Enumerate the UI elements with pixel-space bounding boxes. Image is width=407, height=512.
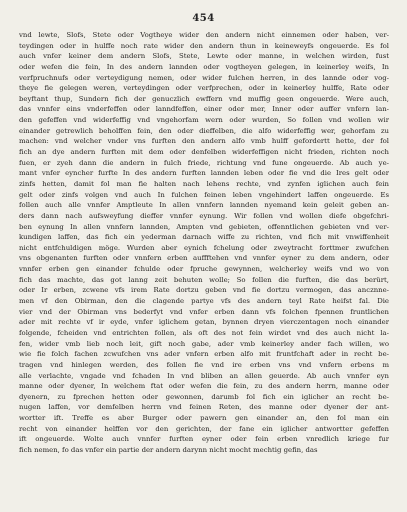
text-line: fich an dye andern furften mit dem oder denfelben widerfeffigen nicht frieden, richten noch [19,148,389,157]
text-line: vns obgenanten furften oder vnnfern erben auffftehen vnd vnnfer eyner zu dem andern, oder [19,254,389,263]
text-line: alle verlachte, vngade vnd fchaden In vnd bliben an allen geuerde. Ab auch vnnfer eyn [19,371,389,380]
text-line: verfpruchnufs oder verteydigung nemen, oder wider fulchen herren, in des lannde oder vog- [19,73,389,82]
text-line: fich nemen, fo das vnfer ein partie der andern darynn nicht mocht mechtig gefin, das [19,445,318,454]
text-line: fen, wider vmb lieb noch leit, gift noch gabe, ader vmb keinerley ander fach willen, wo [19,339,389,348]
text-line: mant vnfer eyncher furfte In des andern furften lannden leben oder fie vnd die Ires gelt oder [19,169,389,178]
text-line: theye fie gelegen weren, verteydingen oder verfprechen, oder in keinerley hulffe, Rate oder [19,84,389,93]
text-line: das vnnfer eins vnderfeffen oder lanndfeffen, einer oder mer, Inner oder auffer vnfern lan- [19,105,389,114]
text-line: einander getrewlich beholffen fein, den oder dieffelben, die alfo widerfeffig wer, gehorfam zu [19,126,389,135]
text-line: beyftant thup, Sundern fich der genuczlich ewffern vnd muffig geen ongeuerde. Were auch, [19,94,389,103]
text-line: nugen laffen, vor demfelben herrn vnd feinen Reten, des manne oder dyener der ant- [19,403,389,412]
text-line: ders dann nach aufsweyfung dieffer vnnfer eynung. Wir follen vnd wollen diefe obgefchri- [19,211,389,220]
text-line: teydingen oder in hulffe noch rate wider den andern thun in keineweyfs ongeuerde. Es fol [19,41,389,50]
text-line: nicht entfchuldigen möge. Wurden aber eynich fchelung oder zweytracht forttmer zwufchen [19,243,389,252]
text-line: dyenern, zu fprechen hetten oder gewonnen, darumb fol fich ein iglicher an recht be- [19,392,389,401]
text-line: manne oder dyener, In welchem ftat oder wefen die fein, zu des andern herrn, manne oder [19,382,389,391]
page-number: 454 [192,13,215,24]
text-line: vnnfer erben gen einander fchulde oder fpruche gewynnen, welcherley weifs vnd wo von [19,265,389,274]
text-line: kundigen laffen, das fich ein yederman darnach wiffe zu richten, vnd fich mit vnwiffenheit [19,233,389,242]
text-line: ader mit rechte vf ir eyde, vnfer iglichem getan, bynnen dryen vierczentagen noch einander [19,318,389,327]
text-line: oder wefen die fein, In des andern lannden oder vogtheyen gelegen, in keinerley weifs, In [19,62,389,71]
text-line: follen auch alle vnnfer Amptleute In allen vnnfern lannden nyemand kein geleit geben an- [19,201,389,210]
text-line: men vf den Obirman, den die clagende partye vfs des andern teyl Rate heifst fal. Die [19,297,389,306]
text-line: vier vnd der Obirman vns bederfyt vnd vnfer erben dann vfs folchen fpennen fruntlichen [19,307,389,316]
text-line: oder Ir erben, zcwene vfs irem Rate dortzu geben vnd fie dortzu vermogen, das ancznne- [19,286,389,295]
text-line: fich das machte, das got lanng zeit behuten wolle; So follen die furften, die das berürt, [19,275,389,284]
text-line: folgende, fcheiden vnd entrichten follen, als oft des not fein wirdet vnd des auch nicht la- [19,328,389,337]
text-line: recht von einander helffen vor den gerichten, der fane ein iglicher antwortter gefeffen [19,424,389,433]
text-line: fuen, er zyeh dann die andern in fulch friede, richtung vnd fune ongeuerde. Ab auch ye- [19,158,389,167]
text-line: ben eynung In allen vnnfern lannden, Ampten vnd gebieten, offenntlichen gebieten vnd ver- [19,222,389,231]
text-line: machen: vnd welcher vnder vns furften den andern alfo vmb hulff gefordertt hette, der fol [19,137,389,146]
text-line: wortter ift. Treffe es aber Burger oder pawern gen einander an, den fol man ein [19,414,389,423]
text-line: ift ongeuerde. Wolte auch vnnfer furften eyner oder fein erben vnredlich kriege fur [19,435,389,444]
text-line: vnd lewte, Slofs, Stete oder Vogtheye wider den andern nicht einnemen oder haben, ver- [19,31,389,39]
text-line: auch vnfer keiner dem andern Slofs, Stete, Lewte oder manne, in welchen wirden, fust [19,52,389,61]
text-line: wie fie folch fachen zcwufchen vns ader vnfern erben alfo mit fruntfchaft ader in recht be- [19,350,389,359]
body-text [19,30,389,456]
text-line: zinfs hetten, damit fol man fie halten nach lehens rechte, vnd zynfen iglichen auch fein [19,179,389,188]
text-line: gelt oder zinfs volgen vnd auch In fulchen feinen leben vngehindert laffen ongeuerde. Es [19,190,389,199]
text-line: tragen vnd hinlegen werden, des follen fie vnd ire erben vns vnd vnfern erbens m [19,360,389,369]
text-line: den gefeffen vnd widerfeffig vnd vngehorfam wern oder wurden, So follen vnd wollen wir [19,116,389,125]
